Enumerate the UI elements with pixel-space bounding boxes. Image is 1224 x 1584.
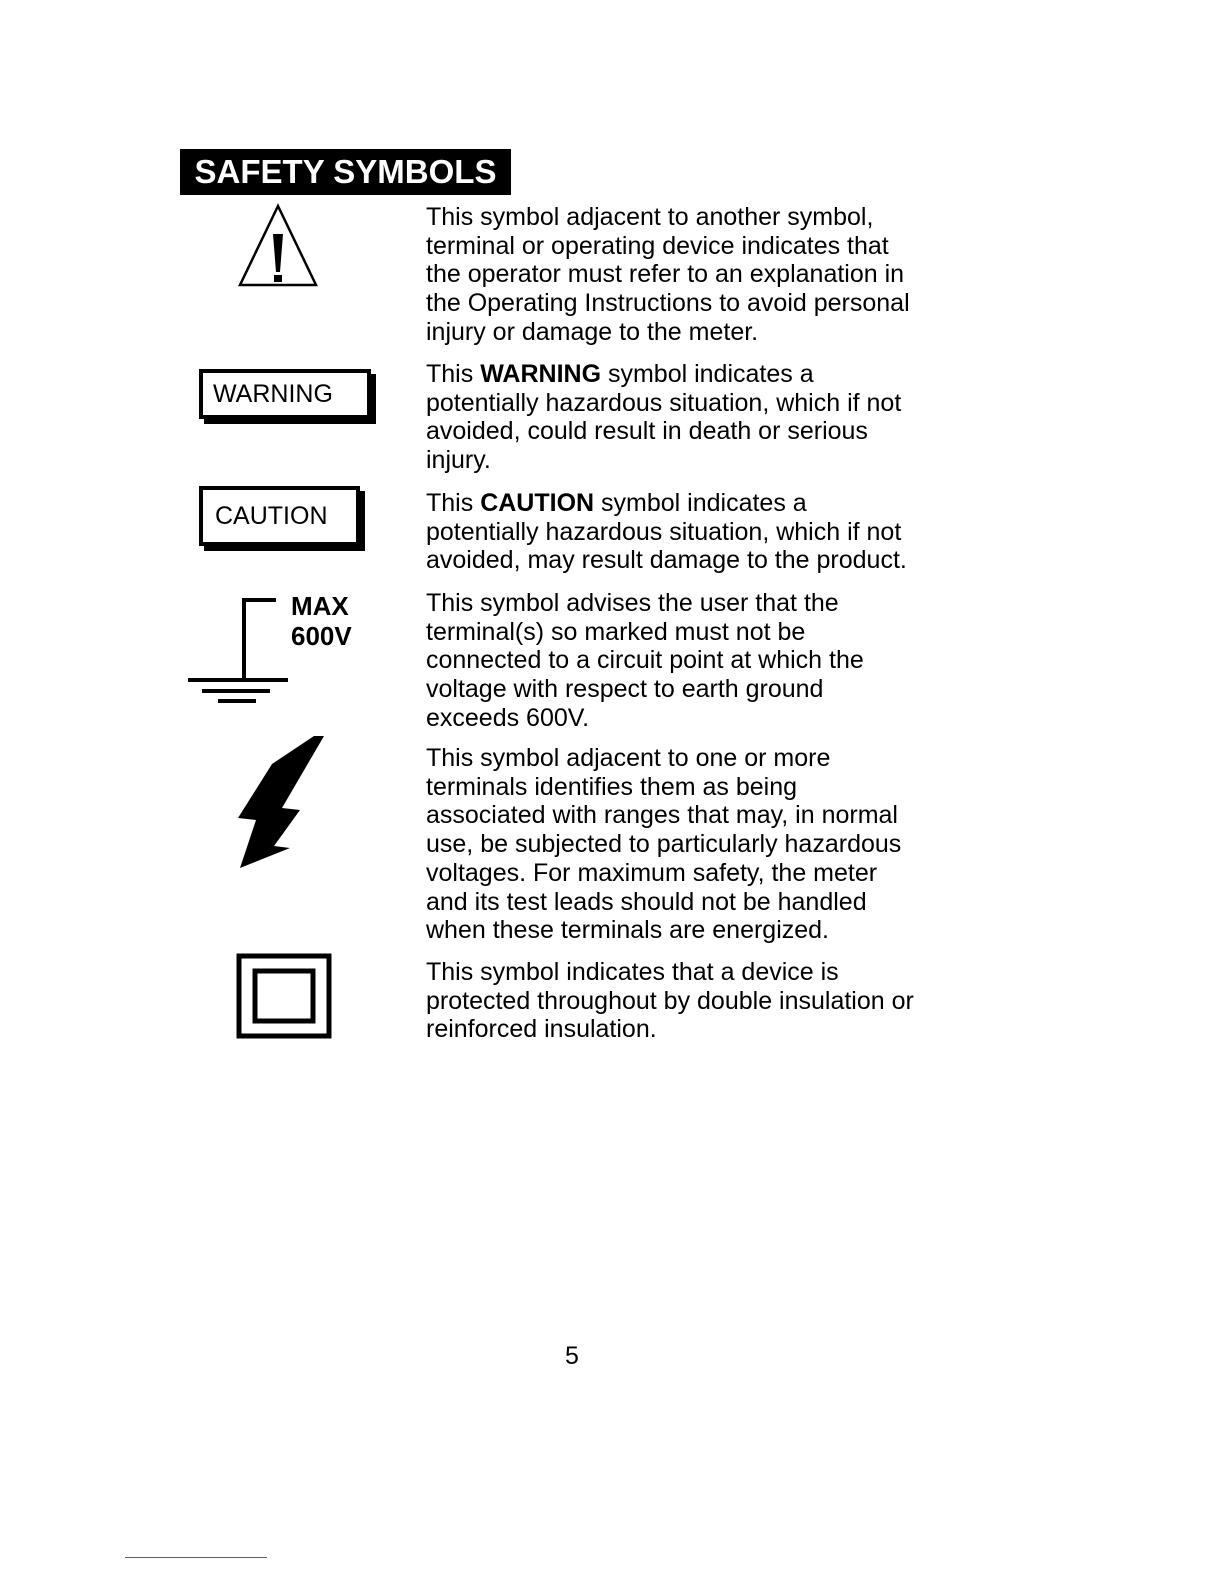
description-line: avoided, may result damage to the product. [426, 546, 907, 575]
max-label-line: MAX [291, 591, 349, 621]
max-voltage-ground-icon [188, 596, 288, 708]
warning-description [426, 360, 986, 475]
description-line: This symbol adjacent to another symbol, [426, 203, 874, 231]
description-line: voltage with respect to earth ground [426, 675, 824, 704]
warning-keyword: WARNING [480, 360, 602, 388]
description-line: when these terminals are energized. [426, 916, 830, 945]
description-line: protected throughout by double insulation or [426, 986, 914, 1015]
description-line: associated with ranges that may, in normal [426, 801, 898, 830]
lightning-bolt-icon [228, 732, 332, 870]
description-line: terminals identifies them as being [426, 772, 798, 801]
description-line: This WARNING symbol indicates a [426, 360, 814, 388]
description-line: exceeds 600V. [426, 703, 590, 732]
caution-description [426, 489, 986, 575]
description-line: the Operating Instructions to avoid personal [426, 289, 910, 318]
description-line: This symbol advises the user that the [426, 589, 839, 617]
lightning-description [426, 744, 986, 945]
description-line: injury. [426, 446, 491, 475]
description-line: and its test leads should not be handled [426, 887, 867, 916]
description-line: voltages. For maximum safety, the meter [426, 858, 878, 887]
description-line: avoided, could result in death or serious [426, 417, 868, 446]
description-line: potentially hazardous situation, which if not [426, 388, 902, 417]
section-heading: SAFETY SYMBOLS [180, 149, 511, 195]
caution-keyword: CAUTION [480, 489, 595, 517]
max-voltage-description [426, 589, 986, 733]
voltage-label-line: 600V [291, 621, 352, 651]
caution-label [199, 486, 360, 546]
attention-triangle-icon [236, 202, 320, 288]
description-line: terminal(s) so marked must not be [426, 617, 806, 646]
description-line: the operator must refer to an explanation in [426, 260, 905, 289]
warning-label-text: WARNING [213, 379, 333, 408]
description-line: This CAUTION symbol indicates a [426, 489, 807, 517]
description-line: injury or damage to the meter. [426, 317, 759, 346]
page-number: 5 [565, 1342, 579, 1370]
footer-rule [125, 1557, 267, 1558]
description-line: This symbol indicates that a device is [426, 958, 839, 986]
description-line: connected to a circuit point at which the [426, 646, 864, 675]
max-voltage-label [291, 591, 352, 651]
caution-label-text: CAUTION [215, 501, 328, 530]
double-insulation-icon [236, 953, 332, 1039]
description-line: potentially hazardous situation, which if not [426, 517, 902, 546]
double-insulation-description [426, 958, 986, 1044]
attention-description [426, 203, 986, 347]
description-line: terminal or operating device indicates that [426, 231, 889, 260]
description-line: This symbol adjacent to one or more [426, 744, 831, 772]
description-line: use, be subjected to particularly hazardous [426, 830, 902, 859]
description-line: reinforced insulation. [426, 1015, 657, 1044]
warning-label [199, 369, 371, 419]
